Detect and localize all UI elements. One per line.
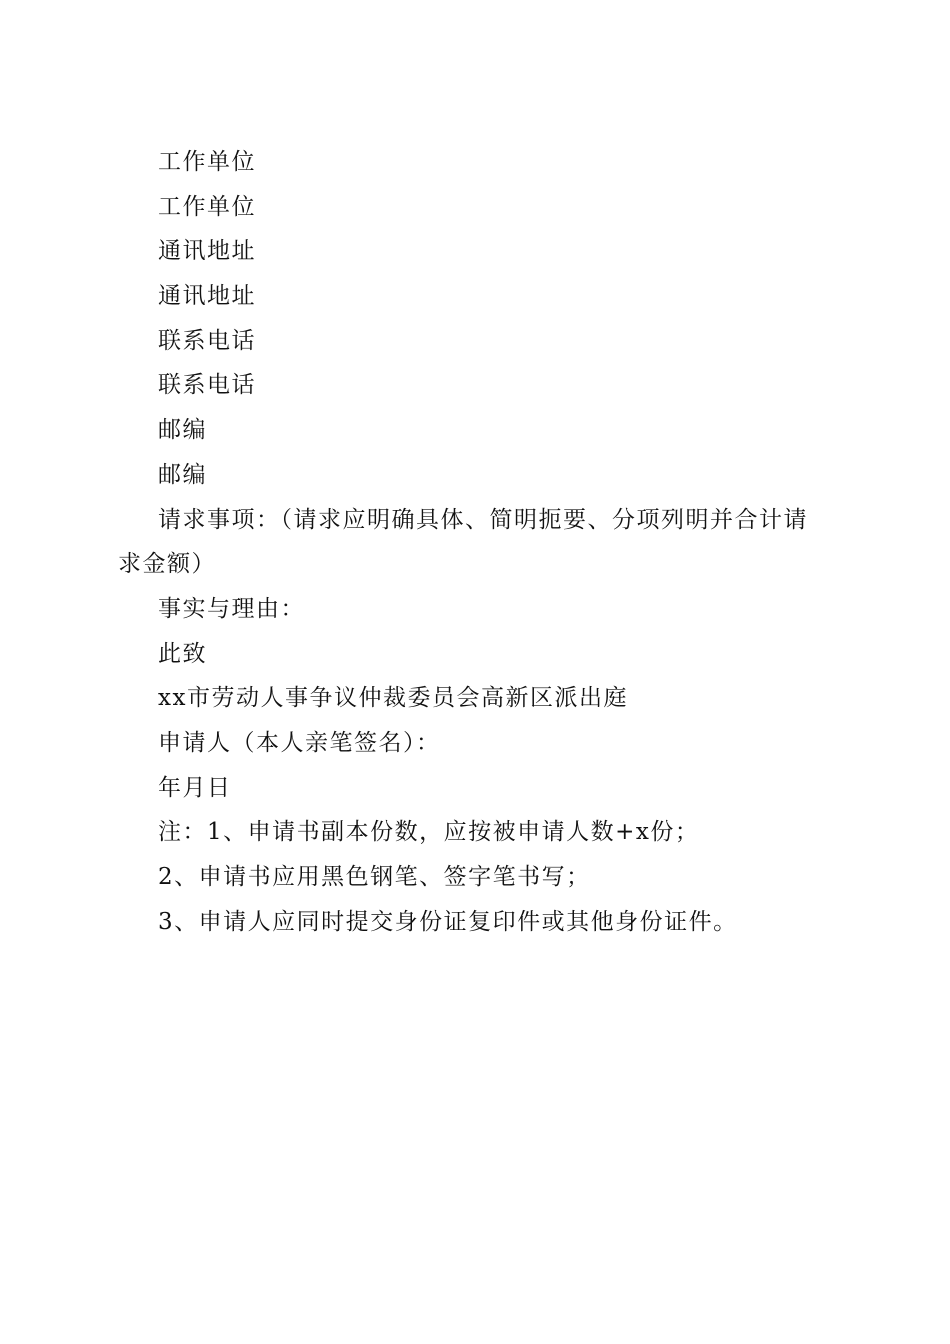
field-address: 通讯地址 — [158, 238, 256, 265]
salutation: 此致 — [158, 640, 207, 667]
field-phone: 联系电话 — [158, 372, 256, 399]
recipient: xx市劳动人事争议仲裁委员会高新区派出庭 — [158, 685, 628, 712]
signature-line: 申请人（本人亲笔签名）： — [158, 729, 441, 756]
document-body — [118, 140, 828, 944]
note-item: 2、申请书应用黑色钢笔、签字笔书写； — [158, 864, 591, 891]
field-postcode: 邮编 — [158, 461, 207, 488]
note-item: 注：1、申请书副本份数，应按被申请人数+x份； — [158, 819, 700, 846]
field-address: 通讯地址 — [158, 283, 256, 310]
field-work-unit: 工作单位 — [158, 149, 256, 175]
facts-heading: 事实与理由： — [158, 595, 305, 622]
note-item: 3、申请人应同时提交身份证复印件或其他身份证件。 — [158, 908, 738, 935]
field-phone: 联系电话 — [158, 327, 256, 354]
field-postcode: 邮编 — [158, 417, 207, 444]
field-work-unit: 工作单位 — [158, 193, 256, 220]
date-line: 年月日 — [158, 774, 232, 801]
claims-paragraph: 请求事项：（请求应明确具体、简明扼要、分项列明并合计请求金额） — [118, 506, 808, 578]
